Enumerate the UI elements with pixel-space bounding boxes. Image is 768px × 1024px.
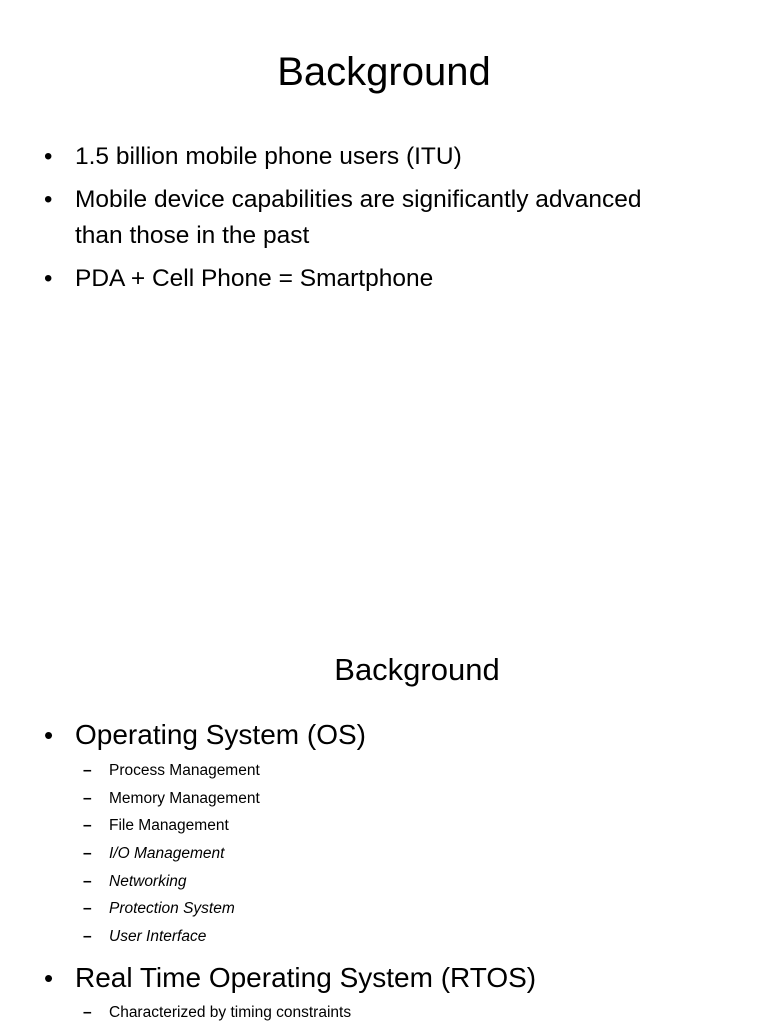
bullet-text: 1.5 billion mobile phone users (ITU) [75, 143, 462, 170]
dash-icon: – [83, 873, 92, 890]
subitem-text: User Interface [109, 928, 207, 945]
subitem-text: Protection System [109, 900, 235, 917]
subitem-text: Memory Management [109, 790, 260, 807]
subitem-text: Networking [109, 873, 187, 890]
bullet-point-icon: • [44, 143, 53, 170]
bullet-point-icon: • [44, 186, 53, 213]
bullet-text: PDA + Cell Phone = Smartphone [75, 265, 434, 292]
dash-icon: – [83, 928, 92, 945]
bullet-point-icon: • [44, 265, 53, 292]
dash-icon: – [83, 845, 92, 862]
bullet-text: than those in the past [75, 222, 310, 249]
bullet-text: Mobile device capabilities are significantly advanced [75, 186, 642, 213]
dash-icon: – [83, 900, 92, 917]
subitem-text: Process Management [109, 762, 260, 779]
bullet-point-icon: • [44, 963, 54, 993]
bullet-text: Real Time Operating System (RTOS) [75, 962, 537, 993]
slide-2-title: Background [334, 652, 500, 687]
bullet-point-icon: • [44, 720, 54, 750]
dash-icon: – [83, 762, 92, 779]
subitem-text: Characterized by timing constraints [109, 1004, 352, 1021]
dash-icon: – [83, 817, 92, 834]
dash-icon: – [83, 1004, 92, 1021]
bullet-text: Operating System (OS) [75, 719, 366, 750]
subitem-text: File Management [109, 817, 229, 834]
subitem-text: I/O Management [109, 845, 225, 862]
slide-1-title: Background [277, 50, 491, 94]
dash-icon: – [83, 790, 92, 807]
